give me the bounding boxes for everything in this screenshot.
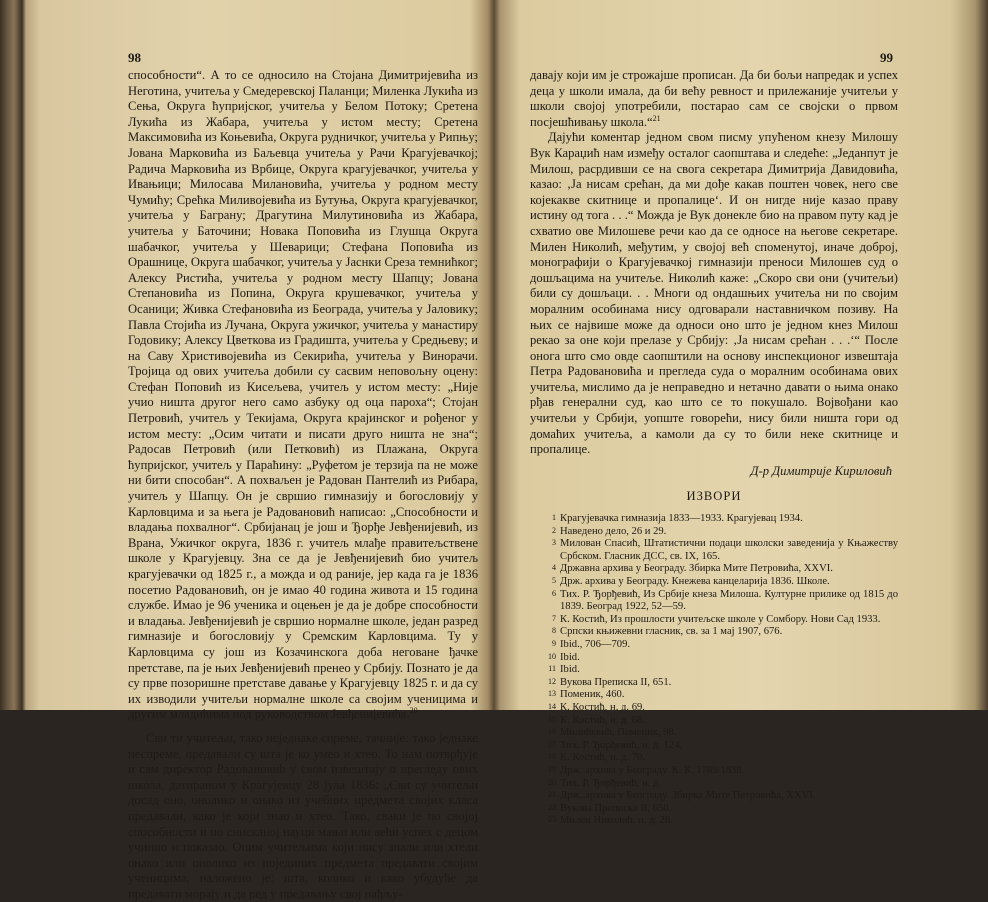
source-item — [530, 740, 898, 753]
source-item — [530, 803, 898, 816]
source-item — [530, 715, 898, 728]
page-number-left: 98 — [128, 50, 141, 65]
source-item — [530, 639, 898, 652]
source-text: Наведено дело, 26 и 29. — [560, 525, 667, 537]
page-number-right: 99 — [880, 50, 893, 65]
source-text: Милен Николић, н. д. 28. — [560, 815, 673, 827]
source-item — [530, 626, 898, 639]
sources-heading: ИЗВОРИ — [686, 489, 742, 504]
source-text: Ibid. — [560, 664, 580, 676]
author-signature: Д-р Димитрије Кириловић — [750, 463, 892, 478]
source-number: 7 — [552, 613, 556, 623]
source-text: Држ. архива у Београду. Кнежева канцеларија 1836. Школе. — [560, 576, 830, 587]
source-item — [530, 576, 898, 589]
source-number: 16 — [548, 727, 556, 737]
source-text: Крагујевачка гимназија 1833—1933. Крагујевац 1934. — [560, 513, 803, 525]
source-text: Вукова Преписка II, 650. — [560, 802, 672, 814]
source-number: 13 — [548, 689, 556, 699]
source-number: 9 — [552, 638, 556, 648]
sources-list — [530, 513, 898, 828]
left-page — [128, 68, 478, 902]
source-text: Тих. Р. Ђорђевић, н. д. — [560, 777, 661, 789]
source-text: К. Костић, Из прошлости учитељске школе у Сомбору. Нови Сад 1933. — [560, 613, 881, 625]
left-paragraph-2: Сви ти учитељи, тако неједнаке спреме, тачније: тако једнаке неспреме, предавали су шта је ко умео и хтео. То нам потврђује и сам директор Радовановић у свом извештају о прегледу ових школа, датираном у Крагујевцу 28 јула 1836: „Сви су учитељи досад оно, онолико и онако из учебних предмета својих класа предавали, како је који знао и хтео. Тако, сваки је по својој способности и по снисканој науци мањи или већи успех с децом учинио и показао. Оним учитељима који нису знали или хтели онако или онолико из појединих предмета предавати својим ученицима, наложено је: шта, колико и како убудуће да предавати морају и да ред у предавању свој нађљу- — [128, 730, 478, 901]
source-item — [530, 727, 898, 740]
source-number: 17 — [548, 739, 556, 749]
source-number: 3 — [552, 538, 556, 548]
right-paragraph-1: давају који им је строжајше прописан. Да би бољи напредак и успех деца у школи имала, да би већу ревност и прилежаније учитељи у школи својој употребили, постарао сам се својски о првом посјешћивању школа.“$^{21}$ — [530, 68, 898, 129]
source-text: К. Костић, н. д. 68. — [560, 714, 645, 726]
source-number: 23 — [548, 815, 556, 825]
source-number: 6 — [552, 588, 556, 598]
source-item — [530, 563, 898, 576]
source-item — [530, 652, 898, 665]
source-number: 10 — [548, 651, 556, 661]
source-item — [530, 815, 898, 828]
source-text: Српски књижевни гласник, св. за 1 мај 1907, 676. — [560, 626, 783, 638]
source-number: 20 — [548, 777, 556, 787]
source-item — [530, 526, 898, 539]
source-item — [530, 614, 898, 627]
source-text: Ibid., 706—709. — [560, 638, 631, 650]
source-text: К. Костић, н. д. 69. — [560, 701, 645, 713]
source-item — [530, 702, 898, 715]
source-item — [530, 589, 898, 614]
source-text: Милован Спасић, Штатистични подаци школски заведенија у Књажеству Србском. Гласник ДСС, св. IX, 165. — [560, 538, 898, 562]
source-text: Тих. Р. Ђорђевић, н. д. 124. — [560, 739, 683, 751]
source-number: 21 — [548, 790, 556, 800]
source-text: Тих. Р. Ђорђевић, Из Србије кнеза Милоша. Културне прилике од 1815 до 1839. Београд 1922, 52—59. — [560, 588, 898, 613]
source-text: Држ. архива у Београду. К. К. 1789/1838. — [560, 764, 745, 776]
source-text: Државна архива у Београду. Збирка Мите Петровића, XXVI. — [560, 563, 833, 575]
source-item — [530, 778, 898, 791]
source-text: Држ. архива у Београду. Збирка Мите Петровића, XXVI. — [560, 790, 816, 802]
source-item — [530, 677, 898, 690]
right-paragraph-2: Дајући коментар једном свом писму упућеном кнезу Милошу Вук Караџић нам између осталог саопштава и следеће: „Једанпут је Милош, расрдивши се на свога секретара Димитрија Давидовића, казао: ‚Ја нисам срећан, да ми дође какав поштен човек, него све којекакве скитнице и пропалице‘. И он нигде није казао праву истину од тога . . .“ Можда је Вук донекле био на правом путу кад је схватио ове Милошеве речи као да се односе на његове секретаре. Милен Николић, међутим, у својој већ споменутој, иначе доброј, монографији о Крагујевачкој гимназији преноси Милошев суд о дошљацима на учитеље. Николић каже: „Скоро сви они (учитељи) били су дошљаци. . . Многи од ондашњих учитеља ни по својим моралним особинама нису одговарали наставничком позиву. На њих се највише може да односи оно што је једном кнез Милош рекао за оне који прелазе у Србију: ‚Ја нисам срећан . . .‘“ После онога што смо овде саопштили на основу инспекционог извештаја Петра Радовановића и прегледа суда о моралним особинама ових учитеља, мислимо да је неправедно и нетачно давати о њима онако рђав генерални суд, као што се то покушало. Војвођани као учитељи у Србији, уопште говорећи, нису били ништа гори од домаћих учитеља, а камоли да су то били неке скитнице и пропалице. — [530, 130, 898, 457]
source-text: Поменик, 460. — [560, 689, 625, 701]
source-number: 12 — [548, 676, 556, 686]
source-item — [530, 765, 898, 778]
source-number: 5 — [552, 576, 556, 585]
source-number: 19 — [548, 764, 556, 774]
source-item — [530, 689, 898, 702]
source-number: 1 — [552, 513, 556, 523]
source-item — [530, 752, 898, 765]
source-number: 11 — [548, 664, 556, 674]
source-number: 4 — [552, 563, 556, 573]
source-number: 8 — [552, 626, 556, 636]
source-text: Ibid. — [560, 651, 580, 663]
left-paragraph-1: способности“. А то се односило на Стојана Димитријевића из Неготина, учитеља у Смедеревској Паланци; Миленка Лукића из Сења, Округа ћупријског, учитеља у Белом Потоку; Сретена Лукића из Жабара, учитеља у истом месту; Сретена Максимовића из Коњевића, Округа рудничког, учитеља у Рипњу; Јована Марковића из Баљевца учитеља у Рачи Крагујевачкој; Радича Марковића из Врбице, Округа крагујевачког, учитеља у Ивањици; Милосава Милановића, учитеља у родном месту Чумићу; Срећка Миливојевића из Бутуња, Округа крагујевачког, учитеља у Баграну; Драгутина Милутиновића из Жабара, учитеља у Баточини; Новака Поповића из Глушца Округа шабачког, учитеља у Шеварици; Стефана Поповића из Орашнице, Округа шабачког, учитеља у Јаснки Среза темнићког; Алексу Ристића, учитеља у родном месту Шапцу; Јована Степановића из Попина, Округа крушевачког, учитеља у Осаници; Живка Стефановића из Београда, учитеља у Јаловику; Павла Стојића из Лучана, Округа ужичког, учитеља у манастиру Годовику; Алексу Цветкова из Градишта, учитеља у Средњеву; и на Саву Христивојевића из Секирића, учитеља у Винорачи. Тројица од ових учитеља добили су сасвим неповољну оцену: Стефан Поповић из Кисељева, учитељ у истом месту: „Није учио ништа другог него само азбуку од оца пароха“; Стојан Петровић, учитељ у Текијама, Округа крајинског и рођеног у истом месту: „Осим читати и писати друго ништа не зна“; Радосав Петровић (или Петковић) из Плажана, Округа ћупријског, учитељ у Параћину: „Руфетом је терзија па не може ни бити способан“. А похваљен је Радован Пантелић из Рибара, учитељ у Шапцу. Он је свршио гимназију и богословију у Карловцима и за њега је Радовановић написао: „Способности и владања похвалног“. Србијанац је још и Ђорђе Јевђенијевић, из Врана, Ужичког округа, 1836 г. учитељ млађе правитељствене школе у Крагујевцу. Зна се да је Јевђенијевић био учитељ крагујевачки од 1825 г., а можда и од раније, јер када га је 1836 посетио Радовановић, он је имао 40 година живота и 15 година службе. Имао је 96 ученика и оцењен је да је добре способности и владања. Јевђенијевић је свршио нормалне школе, један разред гимназије и богословију у Сремским Карловцима. Ту у Карловцима су још из Козачинскога доба неговане ђачке претставе, па је њих Јевђенијевић пренео у Србију. Познато је да су прве позоришне претставе давање у Крагујевцу 1825 г. и да су их изводили учитељи нормалне школе са својим ученицима и другим младићима под руководством Јевђенијевића.$^{20}$ — [128, 68, 478, 722]
right-page — [530, 68, 898, 828]
source-number: 15 — [548, 714, 556, 724]
source-text: Вукова Преписка II, 651. — [560, 676, 672, 688]
source-item — [530, 664, 898, 677]
source-item — [530, 513, 898, 526]
source-item — [530, 538, 898, 563]
source-number: 14 — [548, 701, 556, 711]
source-number: 22 — [548, 802, 556, 812]
source-number: 2 — [552, 525, 556, 535]
source-text: К. Костић, н. д. 70. — [560, 752, 645, 764]
source-number: 18 — [548, 752, 556, 762]
source-text: Милићевић, Поменик, 98. — [560, 727, 677, 739]
source-item — [530, 790, 898, 803]
